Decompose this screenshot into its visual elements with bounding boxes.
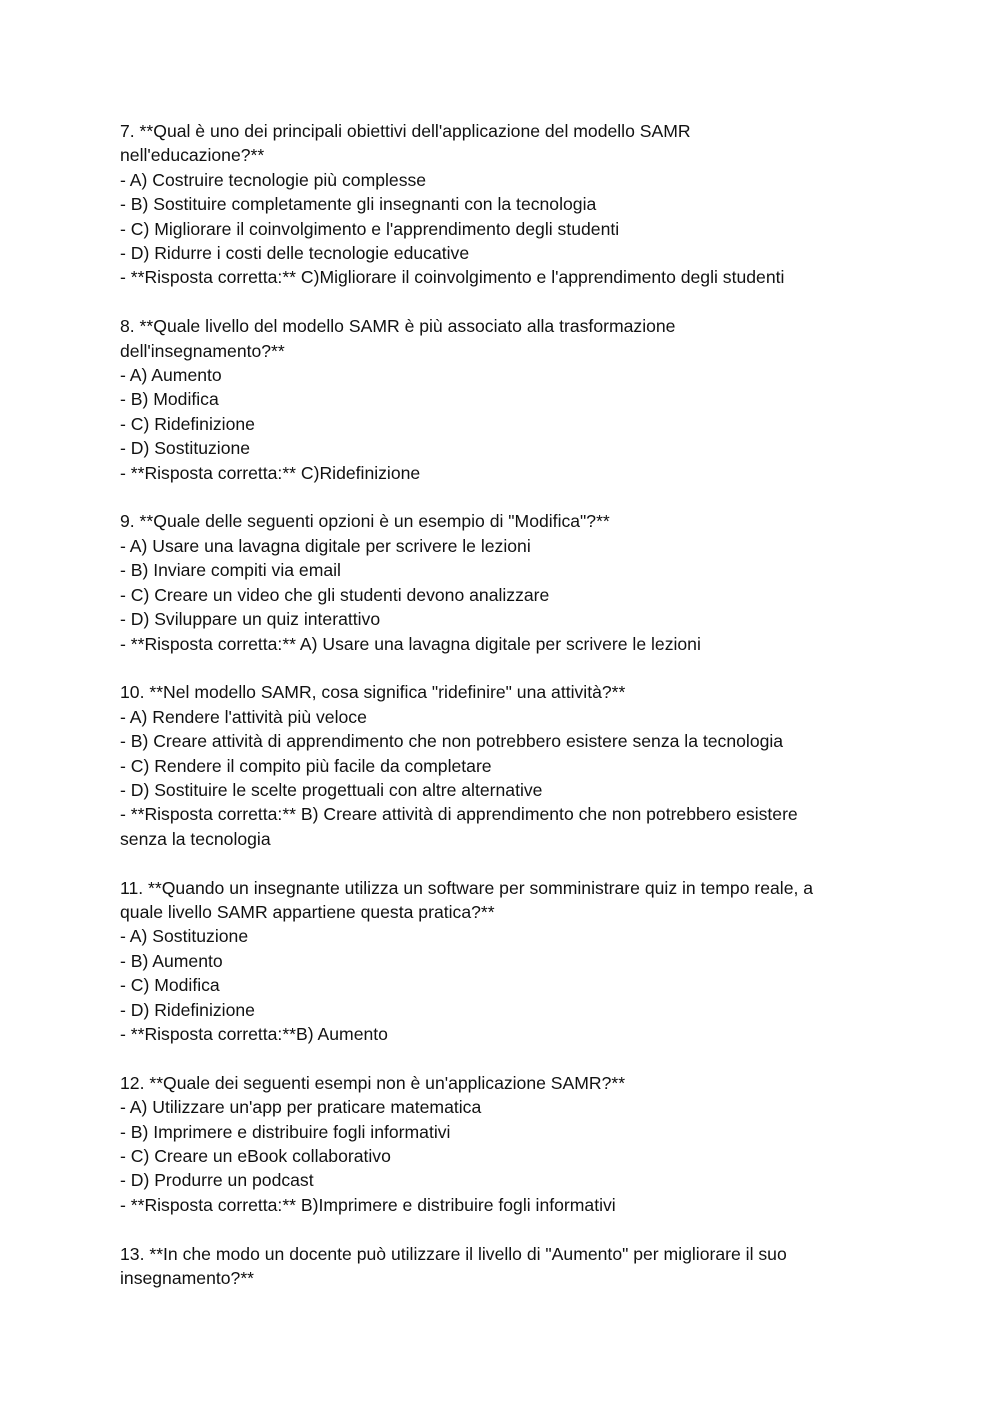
option-a: - A) Costruire tecnologie più complesse bbox=[120, 169, 427, 190]
option-d: - D) Sostituire le scelte progettuali con altre alternative bbox=[120, 779, 543, 800]
question-title: quale livello SAMR appartiene questa pratica?** bbox=[120, 901, 495, 922]
question-10 bbox=[120, 680, 880, 851]
question-9 bbox=[120, 509, 880, 655]
option-b: - B) Modifica bbox=[120, 389, 219, 410]
option-a: - A) Sostituzione bbox=[120, 926, 249, 947]
correct-answer: - **Risposta corretta:** C)Migliorare il coinvolgimento e l'apprendimento degli studenti bbox=[120, 267, 785, 288]
option-b: - B) Aumento bbox=[120, 950, 223, 971]
question-title: 9. **Quale delle seguenti opzioni è un esempio di "Modifica"?** bbox=[120, 511, 610, 532]
option-d: - D) Ridefinizione bbox=[120, 999, 255, 1020]
question-title: insegnamento?** bbox=[120, 1268, 255, 1288]
option-a: - A) Rendere l'attività più veloce bbox=[120, 706, 367, 727]
correct-answer: - **Risposta corretta:** B)Imprimere e distribuire fogli informativi bbox=[120, 1194, 616, 1215]
option-c: - C) Ridefinizione bbox=[120, 413, 255, 434]
question-title: 11. **Quando un insegnante utilizza un software per somministrare quiz in tempo reale, a bbox=[120, 877, 814, 898]
question-title: 10. **Nel modello SAMR, cosa significa "ridefinire" una attività?** bbox=[120, 682, 626, 703]
correct-answer: senza la tecnologia bbox=[120, 828, 271, 849]
option-a: - A) Usare una lavagna digitale per scrivere le lezioni bbox=[120, 535, 531, 556]
option-c: - C) Creare un video che gli studenti devono analizzare bbox=[120, 584, 550, 605]
correct-answer: - **Risposta corretta:** C)Ridefinizione bbox=[120, 462, 421, 483]
question-title: nell'educazione?** bbox=[120, 145, 265, 166]
question-title: 8. **Quale livello del modello SAMR è più associato alla trasformazione bbox=[120, 316, 676, 337]
option-a: - A) Aumento bbox=[120, 365, 222, 386]
option-b: - B) Inviare compiti via email bbox=[120, 560, 341, 581]
option-d: - D) Sostituzione bbox=[120, 438, 251, 459]
question-12 bbox=[120, 1071, 880, 1217]
question-title: dell'insegnamento?** bbox=[120, 340, 285, 361]
option-c: - C) Rendere il compito più facile da completare bbox=[120, 755, 492, 776]
option-b: - B) Imprimere e distribuire fogli informativi bbox=[120, 1121, 451, 1142]
option-c: - C) Migliorare il coinvolgimento e l'apprendimento degli studenti bbox=[120, 218, 620, 239]
question-13 bbox=[120, 1242, 880, 1291]
correct-answer: - **Risposta corretta:**B) Aumento bbox=[120, 1023, 388, 1044]
option-c: - C) Creare un eBook collaborativo bbox=[120, 1145, 391, 1166]
option-d: - D) Ridurre i costi delle tecnologie educative bbox=[120, 243, 470, 264]
option-a: - A) Utilizzare un'app per praticare matematica bbox=[120, 1097, 482, 1118]
question-title: 12. **Quale dei seguenti esempi non è un'applicazione SAMR?** bbox=[120, 1072, 626, 1093]
option-b: - B) Creare attività di apprendimento che non potrebbero esistere senza la tecnologia bbox=[120, 731, 784, 752]
document-page bbox=[120, 119, 880, 1315]
question-11 bbox=[120, 876, 880, 1047]
option-d: - D) Sviluppare un quiz interattivo bbox=[120, 609, 381, 630]
question-title: 7. **Qual è uno dei principali obiettivi dell'applicazione del modello SAMR bbox=[120, 121, 691, 141]
correct-answer: - **Risposta corretta:** B) Creare attività di apprendimento che non potrebbero esistere bbox=[120, 804, 798, 825]
option-d: - D) Produrre un podcast bbox=[120, 1170, 314, 1191]
correct-answer: - **Risposta corretta:** A) Usare una lavagna digitale per scrivere le lezioni bbox=[120, 633, 701, 654]
question-title: 13. **In che modo un docente può utilizzare il livello di "Aumento" per migliorare il suo bbox=[120, 1243, 787, 1264]
option-b: - B) Sostituire completamente gli insegnanti con la tecnologia bbox=[120, 194, 597, 215]
question-7 bbox=[120, 119, 880, 290]
question-8 bbox=[120, 314, 880, 485]
option-c: - C) Modifica bbox=[120, 975, 220, 996]
